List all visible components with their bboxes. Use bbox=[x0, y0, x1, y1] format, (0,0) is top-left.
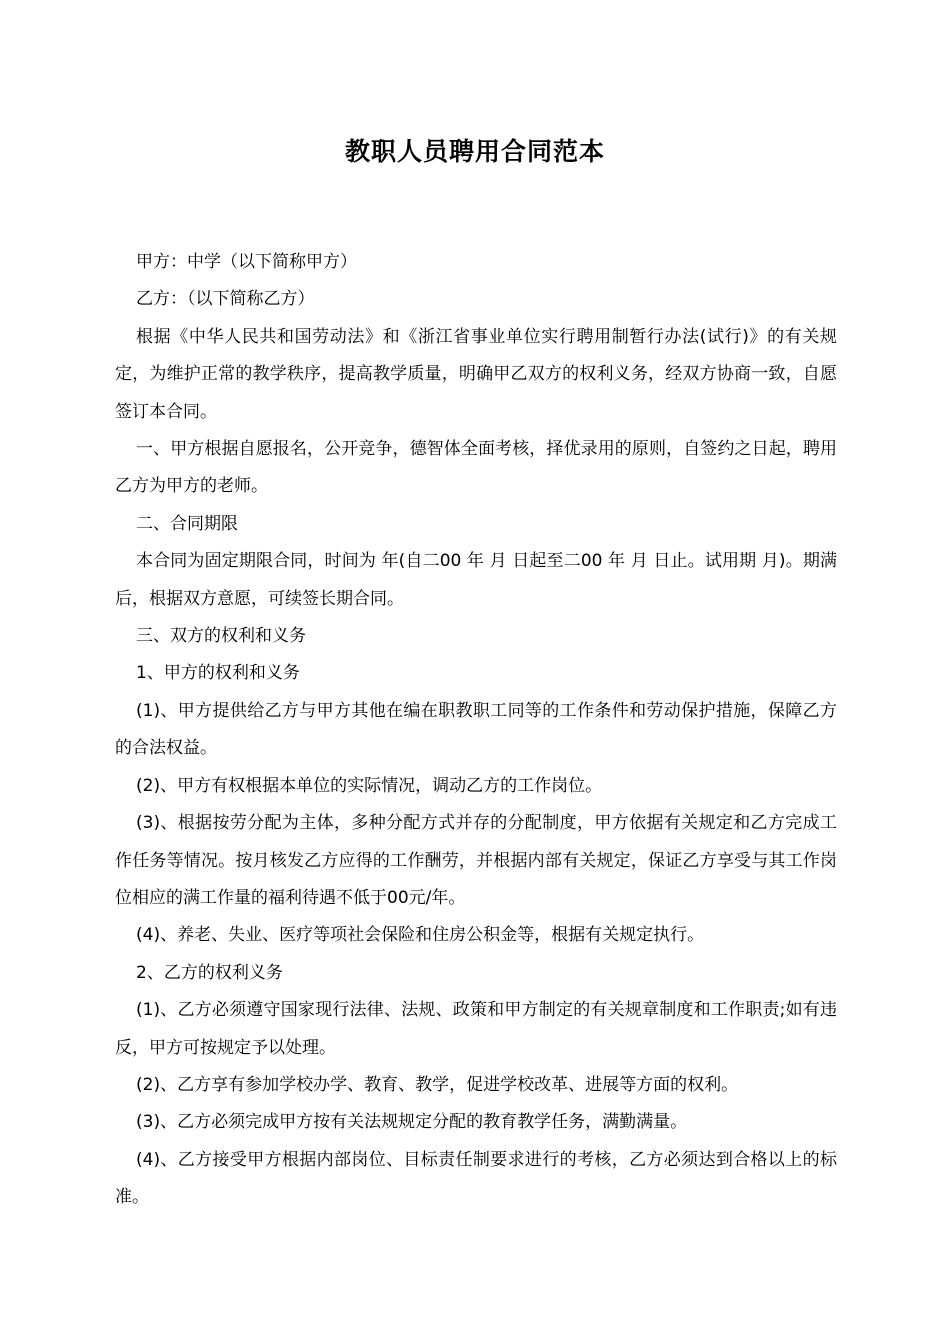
clause-1-paragraph: 一、甲方根据自愿报名，公开竞争，德智体全面考核，择优录用的原则，自签约之日起，聘用乙方为甲方的老师。 bbox=[115, 439, 837, 497]
section-heading-rights-duties: 三、双方的权利和义务 bbox=[136, 626, 306, 647]
party-a-item-1: (1)、甲方提供给乙方与甲方其他在编在职教职工同等的工作条件和劳动保护措施，保障乙方的合法权益。 bbox=[115, 700, 837, 759]
contract-term-paragraph: 本合同为固定期限合同，时间为 年(自二00 年 月 日起至二00 年 月 日止。试用期 月)。期满后，根据双方意愿，可续签长期合同。 bbox=[115, 551, 837, 609]
party-b-item-3: (3)、乙方必须完成甲方按有关法规规定分配的教育教学任务，满勤满量。 bbox=[136, 1112, 688, 1133]
subheading-party-a-rights: 1、甲方的权利和义务 bbox=[136, 663, 300, 684]
party-a-item-4: (4)、养老、失业、医疗等项社会保险和住房公积金等，根据有关规定执行。 bbox=[136, 925, 705, 946]
document-body bbox=[115, 244, 837, 1217]
party-a-item-3: (3)、根据按劳分配为主体，多种分配方式并存的分配制度，甲方依据有关规定和乙方完成工作任务等情况。按月核发乙方应得的工作酬劳，并根据内部有关规定，保证乙方享受与其工作岗位相应的满工作量的福利待遇不低于00元/年。 bbox=[115, 813, 837, 908]
party-a-item-2: (2)、甲方有权根据本单位的实际情况，调动乙方的工作岗位。 bbox=[136, 775, 603, 796]
subheading-party-b-rights: 2、乙方的权利义务 bbox=[136, 962, 283, 983]
party-a-line: 甲方：中学（以下简称甲方） bbox=[136, 252, 357, 272]
party-b-line: 乙方：（以下简称乙方） bbox=[136, 289, 315, 310]
section-heading-contract-term: 二、合同期限 bbox=[136, 513, 238, 534]
party-b-item-2: (2)、乙方享有参加学校办学、教育、教学，促进学校改革、进展等方面的权利。 bbox=[136, 1074, 739, 1095]
document-title: 教职人员聘用合同范本 bbox=[344, 137, 605, 166]
party-b-item-1: (1)、乙方必须遵守国家现行法律、法规、政策和甲方制定的有关规章制度和工作职责;如有违反，甲方可按规定予以处理。 bbox=[115, 1000, 837, 1058]
preamble-paragraph: 根据《中华人民共和国劳动法》和《浙江省事业单位实行聘用制暂行办法(试行)》的有关规定，为维护正常的教学秩序，提高教学质量，明确甲乙双方的权利义务，经双方协商一致，自愿签订本合同。 bbox=[115, 326, 837, 422]
party-b-item-4: (4)、乙方接受甲方根据内部岗位、目标责任制要求进行的考核，乙方必须达到合格以上的标准。 bbox=[115, 1149, 837, 1208]
